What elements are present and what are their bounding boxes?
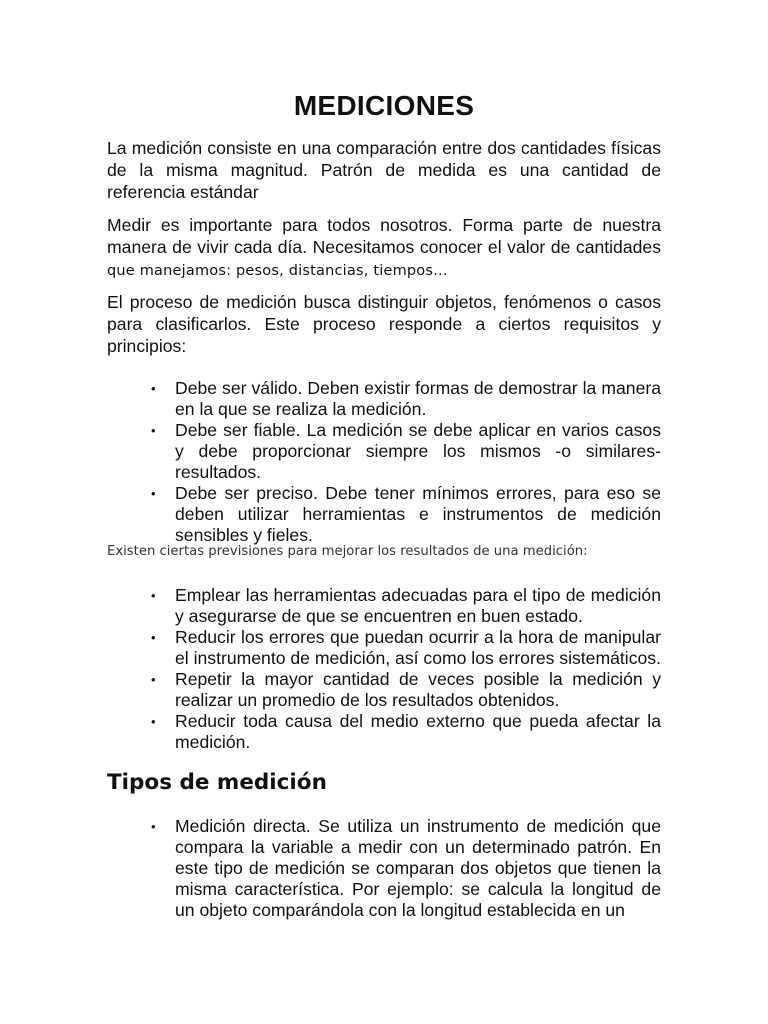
list-item: • Reducir los errores que puedan ocurrir a la hora de manipular el instrumento de medición, así como los errores sistemáticos. (107, 627, 661, 669)
previsions-list (107, 585, 661, 753)
paragraph-definition: La medición consiste en una comparación entre dos cantidades físicas de la misma magnitud. Patrón de medida es una cantidad de referencia estándar (107, 138, 661, 202)
list-item: • Repetir la mayor cantidad de veces posible la medición y realizar un promedio de los resultados obtenidos. (107, 669, 661, 711)
requirements-list (107, 378, 661, 546)
list-item: • Debe ser fiable. La medición se debe aplicar en varios casos y debe proporcionar siempre los mismos -o similares- resultados. (107, 420, 661, 483)
list-item: • Debe ser preciso. Debe tener mínimos errores, para eso se deben utilizar herramientas e instrumentos de medición sensibles y fieles. (107, 483, 661, 546)
list-item: • Medición directa. Se utiliza un instrumento de medición que compara la variable a medir con un determinado patrón. En este tipo de medición se comparan dos objetos que tienen la misma característica. Por ejemplo: se calcula la longitud de un objeto comparándola con la longitud establecida en un (107, 816, 661, 921)
types-list (107, 816, 661, 921)
paragraph-importance (107, 214, 661, 282)
previsions-intro: Existen ciertas previsiones para mejorar los resultados de una medición: (107, 544, 588, 559)
list-item: • Emplear las herramientas adecuadas para el tipo de medición y asegurarse de que se encuentren en buen estado. (107, 585, 661, 627)
section-heading-types: Tipos de medición (107, 770, 327, 795)
paragraph-importance-main: Medir es importante para todos nosotros. Forma parte de nuestra manera de vivir cada día. Necesitamos conocer el valor de cantidades (107, 215, 661, 257)
paragraph-process: El proceso de medición busca distinguir objetos, fenómenos o casos para clasificarlos. Este proceso responde a ciertos requisitos y principios: (107, 292, 661, 356)
paragraph-importance-tail: que manejamos: pesos, distancias, tiempos… (107, 263, 448, 279)
document-page (107, 0, 661, 1024)
list-item: • Reducir toda causa del medio externo que pueda afectar la medición. (107, 711, 661, 753)
list-item: • Debe ser válido. Deben existir formas de demostrar la manera en la que se realiza la medición. (107, 378, 661, 420)
page-title: MEDICIONES (293, 90, 475, 121)
